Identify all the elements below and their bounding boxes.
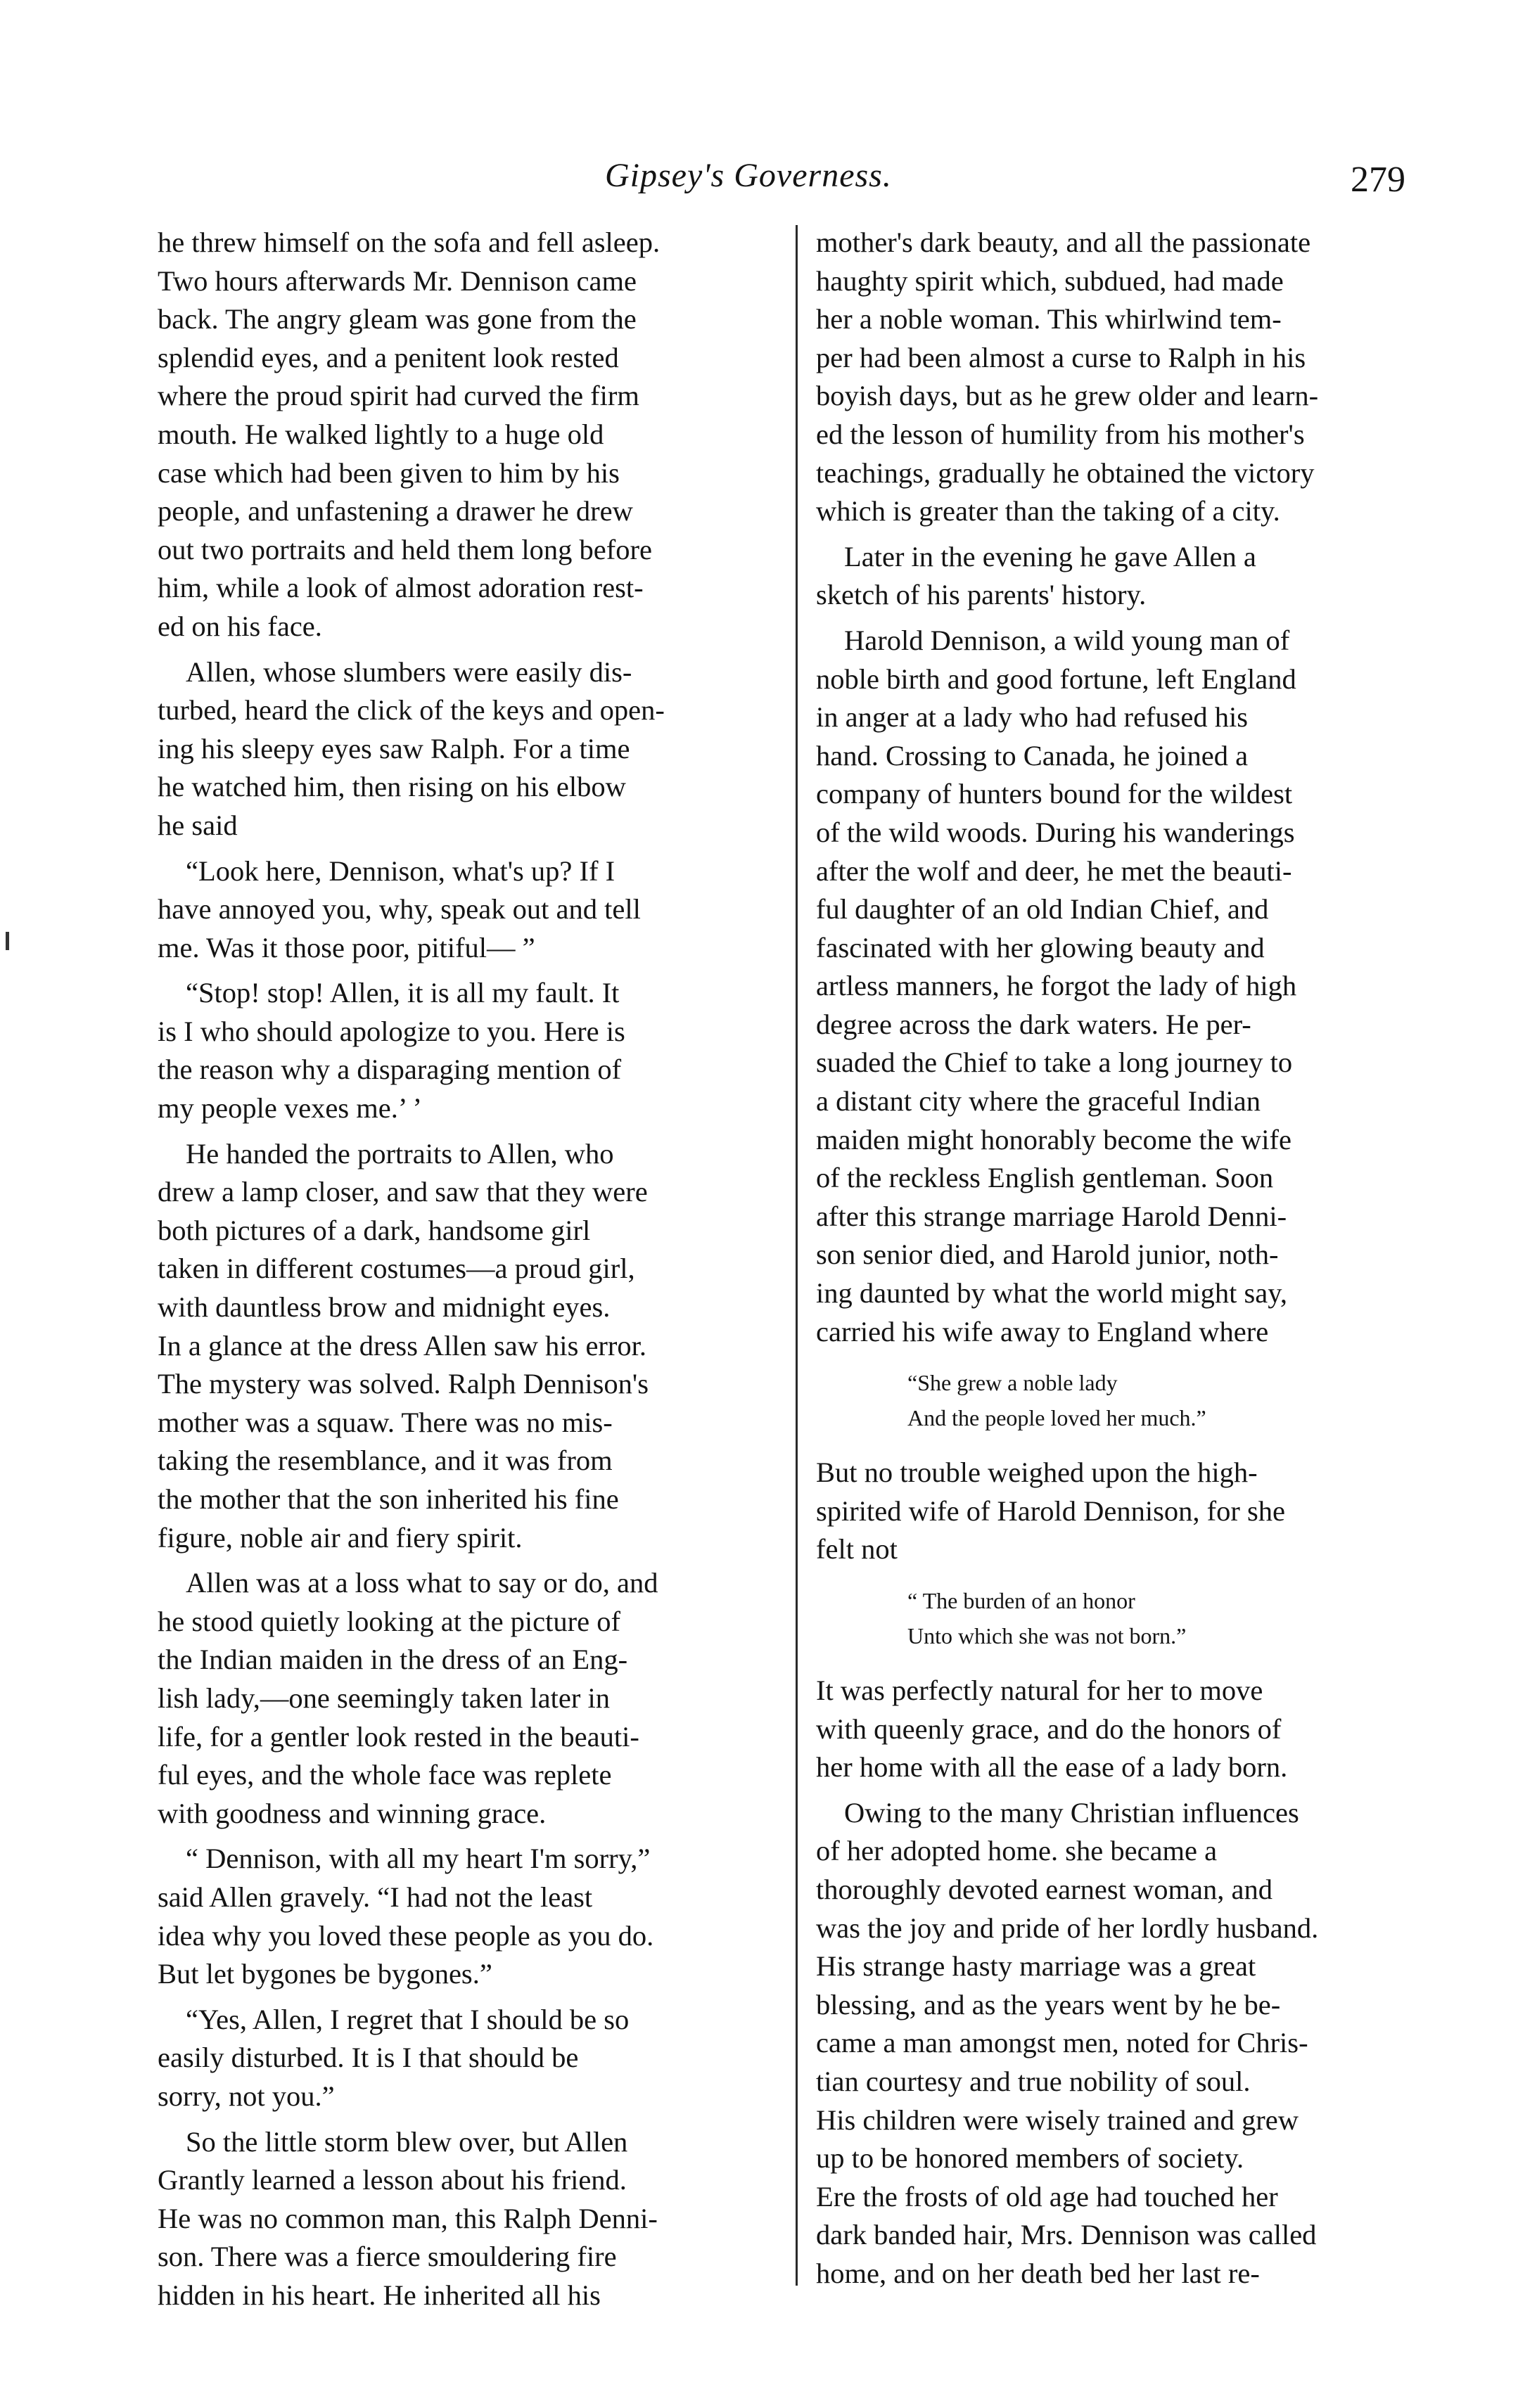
text-line: Two hours afterwards Mr. Dennison came — [158, 264, 637, 297]
text-line: me. Was it those poor, pitiful— ” — [158, 931, 535, 963]
text-line: suaded the Chief to take a long journey to — [816, 1046, 1293, 1079]
text-line: mother's dark beauty, and all the passionate — [816, 226, 1311, 258]
text-line: teachings, gradually he obtained the victory — [816, 456, 1315, 489]
text-line: figure, noble air and fiery spirit. — [158, 1521, 523, 1554]
text-line: ful eyes, and the whole face was replete — [158, 1759, 612, 1791]
text-line: which is greater than the taking of a city. — [816, 495, 1280, 527]
text-line: tian courtesy and true nobility of soul. — [816, 2065, 1251, 2097]
text-line: out two portraits and held them long before — [158, 533, 652, 565]
paragraph — [816, 1794, 1455, 2293]
text-line: Ere the frosts of old age had touched her — [816, 2180, 1278, 2212]
paragraph — [816, 1672, 1455, 1787]
text-line: haughty spirit which, subdued, had made — [816, 264, 1284, 297]
text-line: ing daunted by what the world might say, — [816, 1277, 1288, 1309]
text-line: easily disturbed. It is I that should be — [158, 2042, 579, 2074]
text-line: Later in the evening he gave Allen a — [844, 540, 1256, 572]
text-line: spirited wife of Harold Dennison, for she — [816, 1494, 1285, 1527]
text-line: felt not — [816, 1533, 898, 1565]
running-title: Gipsey's Governess. — [605, 157, 892, 194]
verse-line: And the people loved her much.” — [907, 1405, 1206, 1431]
margin-mark — [6, 932, 9, 950]
text-line: up to be honored members of society. — [816, 2142, 1244, 2175]
text-line: the mother that the son inherited his fine — [158, 1483, 619, 1515]
text-line: splendid eyes, and a penitent look rested — [158, 341, 619, 373]
text-line: of the wild woods. During his wanderings — [816, 816, 1295, 848]
text-line: company of hunters bound for the wildest — [816, 778, 1293, 810]
text-line: But no trouble weighed upon the high- — [816, 1456, 1258, 1489]
text-line: degree across the dark waters. He per- — [816, 1008, 1251, 1040]
text-line: “ Dennison, with all my heart I'm sorry,” — [186, 1843, 651, 1875]
text-line: taking the resemblance, and it was from — [158, 1445, 613, 1477]
text-line: thoroughly devoted earnest woman, and — [816, 1873, 1273, 1905]
text-line: In a glance at the dress Allen saw his error. — [158, 1329, 647, 1362]
text-line: her a noble woman. This whirlwind tem- — [816, 303, 1282, 335]
text-line: the reason why a disparaging mention of — [158, 1054, 622, 1086]
text-line: per had been almost a curse to Ralph in his — [816, 341, 1306, 373]
text-line: hidden in his heart. He inherited all his — [158, 2279, 601, 2311]
text-line: mouth. He walked lightly to a huge old — [158, 418, 604, 450]
text-line: son. There was a fierce smouldering fire — [158, 2241, 617, 2273]
text-line: carried his wife away to England where — [816, 1315, 1269, 1347]
text-line: dark banded hair, Mrs. Dennison was called — [816, 2219, 1317, 2251]
verse-quote — [816, 1365, 1455, 1435]
text-line: He was no common man, this Ralph Denni- — [158, 2202, 658, 2234]
text-line: He handed the portraits to Allen, who — [186, 1137, 614, 1170]
text-line: idea why you loved these people as you do. — [158, 1919, 654, 1952]
text-line: a distant city where the graceful Indian — [816, 1085, 1261, 1117]
paragraph — [158, 2001, 796, 2116]
text-line: taken in different costumes—a proud girl, — [158, 1253, 635, 1285]
text-line: The mystery was solved. Ralph Dennison's — [158, 1368, 649, 1400]
text-line: home, and on her death bed her last re- — [816, 2257, 1260, 2289]
paragraph — [816, 224, 1455, 531]
text-line: of her adopted home. she became a — [816, 1835, 1218, 1867]
text-line: lish lady,—one seemingly taken later in — [158, 1682, 610, 1714]
text-line: with queenly grace, and do the honors of — [816, 1712, 1282, 1745]
text-line: was the joy and pride of her lordly husband. — [816, 1911, 1319, 1944]
page-number: 279 — [1351, 160, 1405, 200]
verse-quote — [816, 1583, 1455, 1653]
paragraph — [158, 1135, 796, 1558]
text-line: he stood quietly looking at the picture of — [158, 1605, 620, 1637]
text-line: His children were wisely trained and grew — [816, 2103, 1299, 2136]
page-header — [0, 156, 1518, 212]
text-line: ful daughter of an old Indian Chief, and — [816, 893, 1269, 926]
text-line: where the proud spirit had curved the firm — [158, 380, 639, 412]
paragraph — [158, 653, 796, 845]
text-line: back. The angry gleam was gone from the — [158, 303, 637, 335]
text-line: sketch of his parents' history. — [816, 579, 1147, 611]
text-line: after this strange marriage Harold Denni- — [816, 1200, 1287, 1232]
text-line: with goodness and winning grace. — [158, 1797, 547, 1829]
text-line: Allen was at a loss what to say or do, and — [186, 1567, 658, 1599]
text-line: maiden might honorably become the wife — [816, 1123, 1291, 1155]
text-line: Allen, whose slumbers were easily dis- — [186, 655, 632, 688]
text-line: But let bygones be bygones.” — [158, 1958, 492, 1990]
text-line: both pictures of a dark, handsome girl — [158, 1214, 591, 1246]
paragraph — [158, 224, 796, 646]
text-line: noble birth and good fortune, left England — [816, 662, 1296, 695]
text-line: hand. Crossing to Canada, he joined a — [816, 739, 1249, 771]
text-line: Grantly learned a lesson about his friend. — [158, 2164, 627, 2196]
text-line: life, for a gentler look rested in the beauti- — [158, 1720, 639, 1753]
text-line: turbed, heard the click of the keys and open- — [158, 694, 665, 726]
text-line: he said — [158, 809, 238, 841]
text-line: him, while a look of almost adoration rest- — [158, 572, 644, 604]
text-line: mother was a squaw. There was no mis- — [158, 1406, 613, 1438]
paragraph — [158, 2123, 796, 2315]
text-line: of the reckless English gentleman. Soon — [816, 1162, 1274, 1194]
text-line: ed on his face. — [158, 610, 322, 642]
paragraph — [158, 1564, 796, 1833]
verse-line: “ The burden of an honor — [907, 1588, 1135, 1613]
verse-line: “She grew a noble lady — [907, 1370, 1118, 1396]
paragraph — [816, 538, 1455, 615]
paragraph — [816, 622, 1455, 1351]
text-line: fascinated with her glowing beauty and — [816, 931, 1265, 963]
text-line: came a man amongst men, noted for Chris- — [816, 2027, 1308, 2059]
text-line: in anger at a lady who had refused his — [816, 701, 1249, 734]
text-line: Harold Dennison, a wild young man of — [844, 624, 1290, 656]
text-line: son senior died, and Harold junior, noth- — [816, 1238, 1279, 1271]
text-line: with dauntless brow and midnight eyes. — [158, 1291, 611, 1324]
text-line: boyish days, but as he grew older and learn- — [816, 380, 1319, 412]
text-line: ed the lesson of humility from his mother's — [816, 418, 1305, 450]
text-line: case which had been given to him by his — [158, 456, 620, 489]
text-line: “Stop! stop! Allen, it is all my fault. It — [186, 977, 620, 1009]
verse-line: Unto which she was not born.” — [907, 1623, 1187, 1648]
text-line: said Allen gravely. “I had not the least — [158, 1881, 593, 1913]
text-line: the Indian maiden in the dress of an Eng- — [158, 1644, 628, 1676]
paragraph — [158, 974, 796, 1127]
left-column — [158, 224, 796, 2321]
text-line: ing his sleepy eyes saw Ralph. For a time — [158, 732, 630, 764]
text-line: blessing, and as the years went by he be- — [816, 1988, 1281, 2020]
paragraph — [158, 852, 796, 968]
text-line: drew a lamp closer, and saw that they were — [158, 1176, 648, 1208]
paragraph — [158, 1840, 796, 1993]
text-line: is I who should apologize to you. Here is — [158, 1015, 625, 1047]
text-line: her home with all the ease of a lady born. — [816, 1751, 1288, 1783]
text-line: my people vexes me.’ ’ — [158, 1092, 422, 1125]
text-line: have annoyed you, why, speak out and tell — [158, 893, 641, 926]
column-divider — [796, 225, 798, 2286]
text-line: sorry, not you.” — [158, 2080, 335, 2112]
text-line: people, and unfastening a drawer he drew — [158, 495, 633, 527]
text-line: “Yes, Allen, I regret that I should be so — [186, 2003, 630, 2035]
text-line: artless manners, he forgot the lady of high — [816, 970, 1297, 1002]
text-line: he watched him, then rising on his elbow — [158, 771, 626, 803]
text-line: he threw himself on the sofa and fell asleep. — [158, 226, 661, 258]
text-line: after the wolf and deer, he met the beauti- — [816, 854, 1292, 887]
text-line: It was perfectly natural for her to move — [816, 1674, 1263, 1706]
text-line: His strange hasty marriage was a great — [816, 1950, 1256, 1983]
text-line: So the little storm blew over, but Allen — [186, 2125, 628, 2158]
paragraph — [816, 1454, 1455, 1569]
text-line: Owing to the many Christian influences — [844, 1796, 1299, 1829]
text-line: “Look here, Dennison, what's up? If I — [186, 854, 616, 887]
right-column — [816, 224, 1455, 2300]
